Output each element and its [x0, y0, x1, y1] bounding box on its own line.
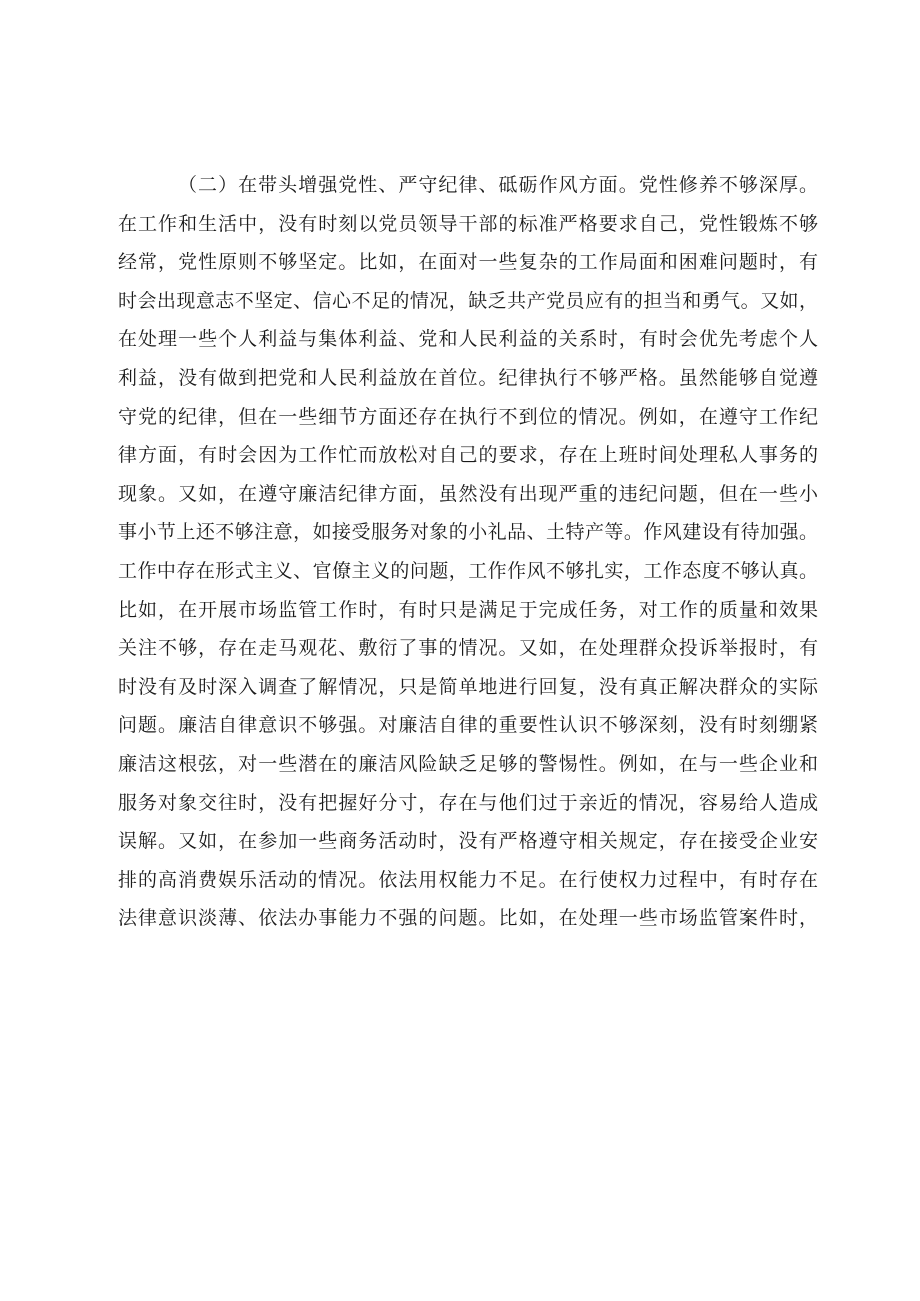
paragraph-line: 问题。廉洁自律意识不够强。对廉洁自律的重要性认识不够深刻，没有时刻绷紧 — [118, 714, 818, 737]
paragraph-line: 比如，在开展市场监管工作时，有时只是满足于完成任务，对工作的质量和效果 — [118, 598, 818, 621]
paragraph-line: 时会出现意志不坚定、信心不足的情况，缺乏共产党员应有的担当和勇气。又如， — [118, 289, 818, 312]
paragraph-line: 排的高消费娱乐活动的情况。依法用权能力不足。在行使权力过程中，有时存在 — [118, 868, 818, 891]
paragraph-line: 关注不够，存在走马观花、敷衍了事的情况。又如，在处理群众投诉举报时，有 — [118, 637, 818, 660]
paragraph-line: 法律意识淡薄、依法办事能力不强的问题。比如，在处理一些市场监管案件时， — [118, 907, 818, 930]
paragraph-line: 守党的纪律，但在一些细节方面还存在执行不到位的情况。例如，在遵守工作纪 — [118, 405, 818, 428]
paragraph-line: 在工作和生活中，没有时刻以党员领导干部的标准严格要求自己，党性锻炼不够 — [118, 212, 818, 235]
paragraph-line: 经常，党性原则不够坚定。比如，在面对一些复杂的工作局面和困难问题时，有 — [118, 251, 818, 274]
paragraph-line: （二）在带头增强党性、严守纪律、砥砺作风方面。党性修养不够深厚。 — [178, 174, 818, 196]
paragraph-line: 利益，没有做到把党和人民利益放在首位。纪律执行不够严格。虽然能够自觉遵 — [118, 366, 818, 389]
paragraph-line: 在处理一些个人利益与集体利益、党和人民利益的关系时，有时会优先考虑个人 — [118, 328, 818, 351]
paragraph-line: 事小节上还不够注意，如接受服务对象的小礼品、土特产等。作风建设有待加强。 — [118, 521, 818, 544]
paragraph-line: 服务对象交往时，没有把握好分寸，存在与他们过于亲近的情况，容易给人造成 — [118, 791, 818, 814]
paragraph-line: 误解。又如，在参加一些商务活动时，没有严格遵守相关规定，存在接受企业安 — [118, 830, 818, 853]
body-paragraph — [118, 166, 818, 938]
paragraph-line: 工作中存在形式主义、官僚主义的问题，工作作风不够扎实，工作态度不够认真。 — [118, 559, 818, 582]
paragraph-line: 廉洁这根弦，对一些潜在的廉洁风险缺乏足够的警惕性。例如，在与一些企业和 — [118, 752, 818, 775]
paragraph-line: 时没有及时深入调查了解情况，只是简单地进行回复，没有真正解决群众的实际 — [118, 675, 818, 698]
paragraph-line: 律方面，有时会因为工作忙而放松对自己的要求，存在上班时间处理私人事务的 — [118, 444, 818, 467]
paragraph-line: 现象。又如，在遵守廉洁纪律方面，虽然没有出现严重的违纪问题，但在一些小 — [118, 482, 818, 505]
